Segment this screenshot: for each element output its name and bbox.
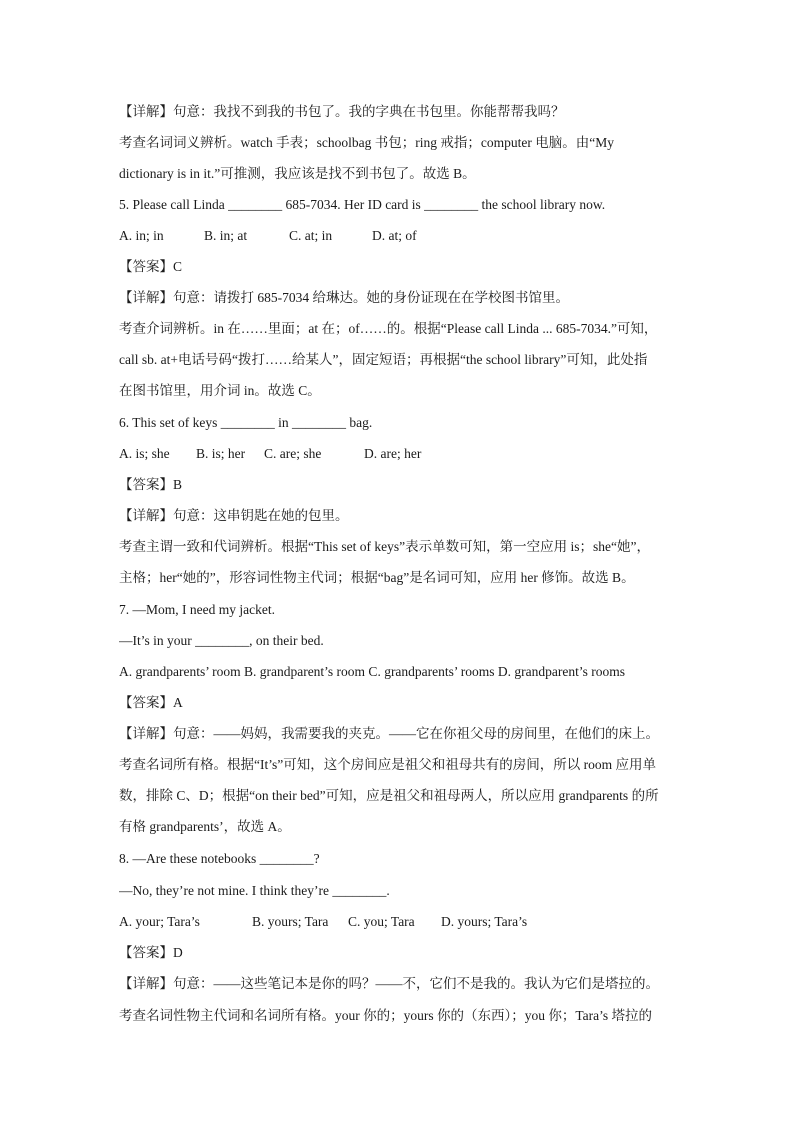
- option-d: D. are; her: [364, 446, 422, 461]
- option-c: C. are; she: [264, 446, 322, 461]
- options-q7: A. grandparents’ room B. grandparent’s room C. grandparents’ rooms D. grandparent’s rooms: [119, 664, 625, 679]
- analysis-q8-line1: 考查名词性物主代词和名词所有格。your 你的；yours 你的（东西）；you 你；Tara’s 塔拉的: [119, 1008, 653, 1023]
- question-6: 6. This set of keys ________ in ________ bag.: [119, 415, 373, 430]
- explanation-q7: 【详解】句意：——妈妈，我需要我的夹克。——它在你祖父母的房间里，在他们的床上。: [119, 726, 659, 741]
- explanation-q8: 【详解】句意：——这些笔记本是你的吗？——不，它们不是我的。我认为它们是塔拉的。: [119, 976, 659, 991]
- analysis-q7-line3: 有格 grandparents’，故选 A。: [119, 819, 291, 834]
- option-a: A. your; Tara’s: [119, 914, 200, 929]
- explanation-q5: 【详解】句意：请拨打 685-7034 给琳达。她的身份证现在在学校图书馆里。: [119, 290, 569, 305]
- answer-q7: 【答案】A: [119, 695, 183, 710]
- explanation-q6: 【详解】句意：这串钥匙在她的包里。: [119, 508, 349, 523]
- question-8-line1: 8. —Are these notebooks ________?: [119, 851, 320, 866]
- analysis-q5-line2: call sb. at+电话号码“拨打……给某人”，固定短语；再根据“the school library”可知，此处指: [119, 352, 648, 367]
- question-5: 5. Please call Linda ________ 685-7034. Her ID card is ________ the school library now.: [119, 197, 606, 212]
- analysis-q7-line2: 数，排除 C、D；根据“on their bed”可知，应是祖父和祖母两人，所以应用 grandparents 的所: [119, 788, 659, 803]
- explanation-q4: 【详解】句意：我找不到我的书包了。我的字典在书包里。你能帮帮我吗？: [119, 104, 565, 119]
- answer-q5: 【答案】C: [119, 259, 183, 274]
- analysis-q4-line1: 考查名词词义辨析。watch 手表；schoolbag 书包；ring 戒指；computer 电脑。由“My: [119, 135, 614, 150]
- question-7-line2: —It’s in your ________, on their bed.: [119, 633, 324, 648]
- question-7-line1: 7. —Mom, I need my jacket.: [119, 602, 275, 617]
- options-q5: [119, 226, 689, 246]
- option-b: B. is; her: [196, 446, 246, 461]
- analysis-q5-line1: 考查介词辨析。in 在……里面；at 在；of……的。根据“Please call Linda ... 685-7034.”可知，: [119, 321, 658, 336]
- question-8-line2: —No, they’re not mine. I think they’re ________.: [119, 883, 390, 898]
- options-q6: [119, 444, 689, 464]
- analysis-q6-line1: 考查主谓一致和代词辨析。根据“This set of keys”表示单数可知，第一空应用 is；she“她”，: [119, 539, 650, 554]
- analysis-q7-line1: 考查名词所有格。根据“It’s”可知，这个房间应是祖父和祖母共有的房间，所以 room 应用单: [119, 757, 656, 772]
- option-a: A. is; she: [119, 446, 170, 461]
- options-q8: [119, 912, 689, 932]
- answer-q6: 【答案】B: [119, 477, 183, 492]
- option-d: D. at; of: [372, 228, 417, 243]
- option-b: B. in; at: [204, 228, 248, 243]
- option-a: A. in; in: [119, 228, 164, 243]
- option-c: C. at; in: [289, 228, 333, 243]
- analysis-q6-line2: 主格；her“她的”，形容词性物主代词；根据“bag”是名词可知，应用 her 修饰。故选 B。: [119, 570, 635, 585]
- analysis-q4-line2: dictionary is in it.”可推测，我应该是找不到书包了。故选 B。: [119, 166, 476, 181]
- option-c: C. you; Tara: [348, 914, 415, 929]
- option-b: B. yours; Tara: [252, 914, 329, 929]
- analysis-q5-line3: 在图书馆里，用介词 in。故选 C。: [119, 383, 321, 398]
- answer-q8: 【答案】D: [119, 945, 183, 960]
- option-d: D. yours; Tara’s: [441, 914, 528, 929]
